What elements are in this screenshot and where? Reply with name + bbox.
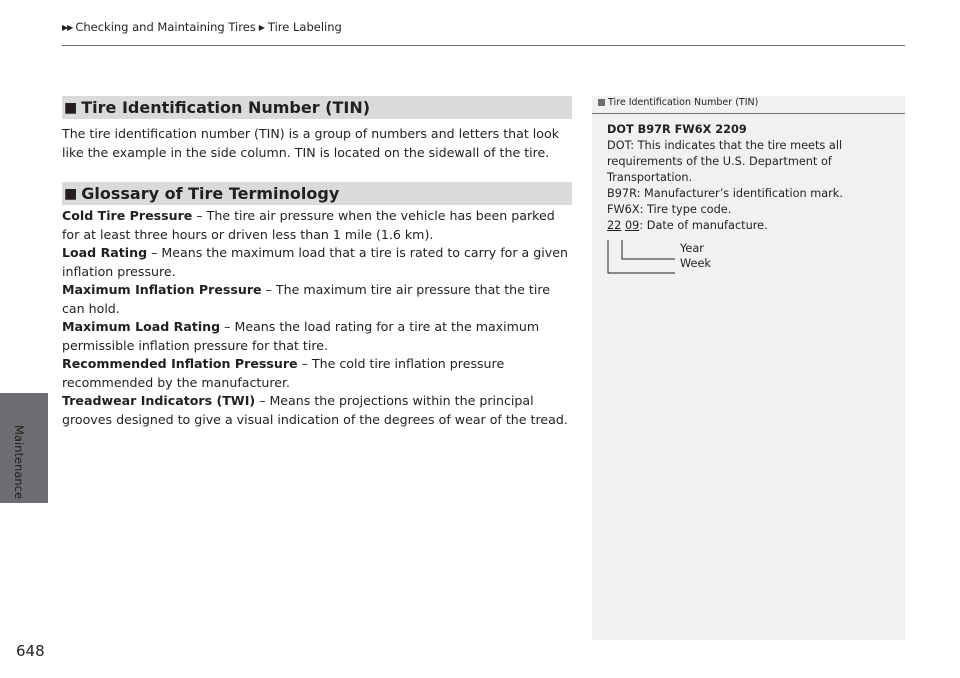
glossary-entry bbox=[62, 244, 574, 281]
tin-heading bbox=[62, 96, 572, 119]
tin-explanation-line: requirements of the U.S. Department of bbox=[607, 155, 832, 168]
tin-example-code: DOT B97R FW6X 2209 bbox=[607, 123, 747, 136]
side-column-title-text: Tire Identification Number (TIN) bbox=[608, 97, 759, 108]
side-column-divider bbox=[592, 113, 905, 114]
year-leader-line bbox=[622, 240, 675, 259]
breadcrumb-separator-icon: ▶ bbox=[258, 22, 265, 32]
glossary-entry bbox=[62, 207, 574, 244]
tin-paragraph bbox=[62, 125, 574, 162]
glossary-definition: – The maximum tire air pressure that the tire can hold. bbox=[62, 282, 551, 316]
glossary-entry bbox=[62, 318, 574, 355]
date-year-digits: 09 bbox=[624, 219, 640, 232]
header-divider bbox=[62, 45, 905, 46]
breadcrumb bbox=[62, 20, 342, 34]
breadcrumb-arrow-icon: ▶▶ bbox=[62, 22, 73, 32]
glossary-entry bbox=[62, 281, 574, 318]
glossary-list bbox=[62, 207, 574, 429]
section-tab-label: Maintenance bbox=[12, 425, 26, 500]
glossary-definition: – Means the projections within the principal grooves designed to give a visual indication of the degrees of wear of the tread. bbox=[62, 393, 568, 427]
heading-square-icon: ■ bbox=[64, 99, 78, 116]
glossary-definition: – The tire air pressure when the vehicle has been parked for at least three hours or driven less than 1 mile (1.6 km). bbox=[62, 208, 555, 242]
tin-explanation-line: FW6X: Tire type code. bbox=[607, 203, 732, 216]
page-number: 648 bbox=[16, 642, 45, 660]
heading-square-icon: ■ bbox=[64, 185, 78, 202]
date-suffix: : Date of manufacture. bbox=[639, 219, 768, 232]
side-column-body bbox=[607, 122, 897, 234]
breadcrumb-item-tire-labeling[interactable]: Tire Labeling bbox=[267, 20, 342, 34]
glossary-term: Load Rating bbox=[62, 245, 148, 260]
glossary-definition: – The cold tire inflation pressure recommended by the manufacturer. bbox=[62, 356, 505, 390]
glossary-term: Cold Tire Pressure bbox=[62, 208, 193, 223]
glossary-entry bbox=[62, 355, 574, 392]
glossary-definition: – Means the maximum load that a tire is rated to carry for a given inflation pressure. bbox=[62, 245, 568, 279]
tin-body-text: The tire identification number (TIN) is a group of numbers and letters that look like the example in the side column. TIN is located on the sidewall of the tire. bbox=[62, 126, 559, 160]
glossary-heading-text: Glossary of Tire Terminology bbox=[81, 184, 340, 203]
legend-year-label: Year bbox=[680, 242, 704, 255]
week-leader-line bbox=[608, 240, 675, 273]
date-week-digits: 22 bbox=[607, 219, 622, 232]
breadcrumb-item-checking-tires[interactable]: Checking and Maintaining Tires bbox=[75, 20, 256, 34]
glossary-term: Maximum Inflation Pressure bbox=[62, 282, 262, 297]
side-column-title bbox=[592, 96, 905, 108]
glossary-term: Maximum Load Rating bbox=[62, 319, 221, 334]
reference-marker-icon bbox=[598, 99, 605, 106]
tin-heading-text: Tire Identification Number (TIN) bbox=[81, 98, 371, 117]
tin-explanation-line: Transportation. bbox=[607, 171, 693, 184]
glossary-definition: – Means the load rating for a tire at the maximum permissible inflation pressure for that tire. bbox=[62, 319, 540, 353]
glossary-term: Recommended Inflation Pressure bbox=[62, 356, 298, 371]
glossary-entry bbox=[62, 392, 574, 429]
glossary-heading bbox=[62, 182, 572, 205]
date-of-manufacture-line bbox=[607, 218, 897, 234]
glossary-term: Treadwear Indicators (TWI) bbox=[62, 393, 256, 408]
tin-explanation-line: DOT: This indicates that the tire meets all bbox=[607, 139, 843, 152]
tin-explanation-line: B97R: Manufacturer’s identification mark. bbox=[607, 187, 843, 200]
legend-week-label: Week bbox=[680, 257, 711, 270]
